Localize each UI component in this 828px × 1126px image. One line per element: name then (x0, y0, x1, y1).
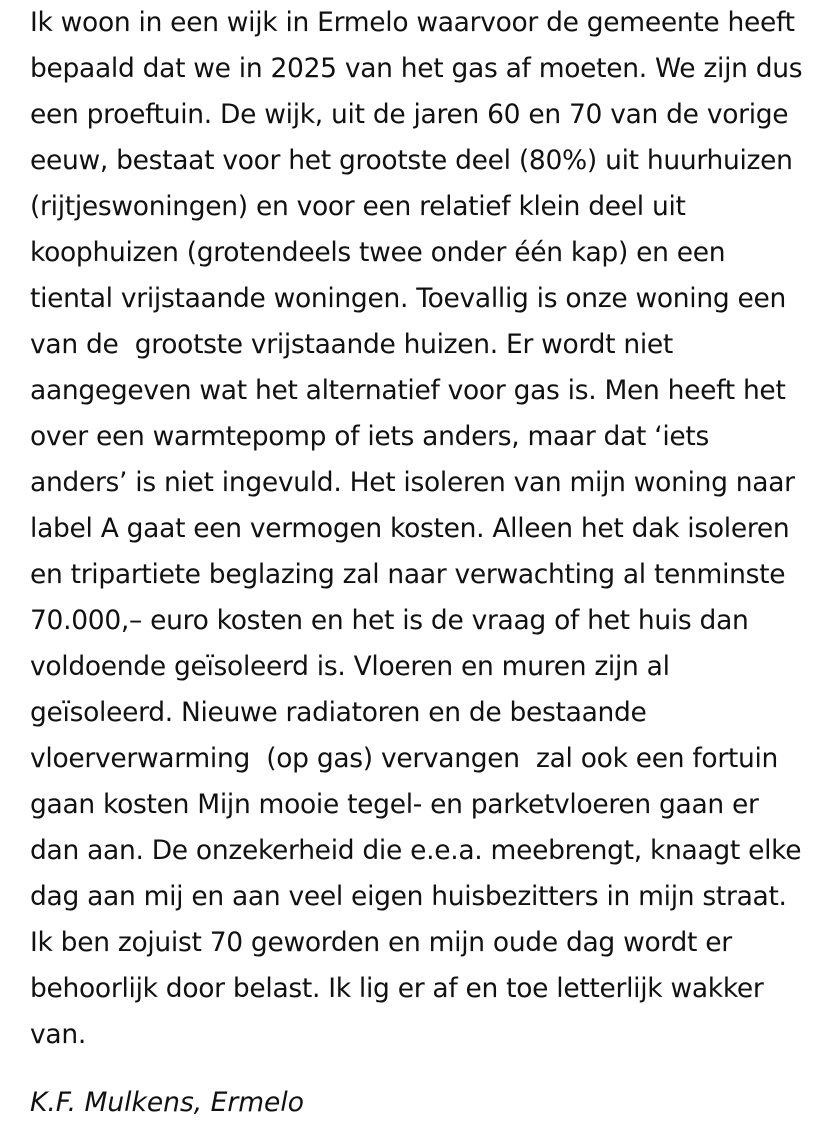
text-line: Ik woon in een wijk in Ermelo waarvoor de gemeente heeft (30, 7, 795, 38)
letter-signature: K.F. Mulkens, Ermelo (30, 1087, 304, 1118)
text-line: over een warmtepomp of iets anders, maar dat ‘iets (30, 421, 710, 452)
text-line: label A gaat een vermogen kosten. Alleen het dak isoleren (30, 513, 790, 544)
text-line: behoorlijk door belast. Ik lig er af en toe letterlijk wakker (30, 973, 764, 1004)
text-line: gaan kosten Mijn mooie tegel- en parketvloeren gaan er (30, 789, 759, 820)
text-line: van. (30, 1019, 86, 1050)
text-line: vloerverwarming (op gas) vervangen zal ook een fortuin (30, 743, 779, 774)
text-line: (rijtjeswoningen) en voor een relatief klein deel uit (30, 191, 686, 222)
text-line: tiental vrijstaande woningen. Toevallig is onze woning een (30, 283, 786, 314)
text-line: eeuw, bestaat voor het grootste deel (80%) uit huurhuizen (30, 145, 793, 176)
text-line: anders’ is niet ingevuld. Het isoleren van mijn woning naar (30, 467, 795, 498)
text-line: dag aan mij en aan veel eigen huisbezitters in mijn straat. (30, 881, 787, 912)
text-line: dan aan. De onzekerheid die e.e.a. meebrengt, knaagt elke (30, 835, 802, 866)
letter-body (30, 0, 820, 1058)
text-line: voldoende geïsoleerd is. Vloeren en muren zijn al (30, 651, 670, 682)
text-line: aangegeven wat het alternatief voor gas is. Men heeft het (30, 375, 786, 406)
text-line: 70.000,– euro kosten en het is de vraag of het huis dan (30, 605, 749, 636)
text-line: en tripartiete beglazing zal naar verwachting al tenminste (30, 559, 786, 590)
text-line: geïsoleerd. Nieuwe radiatoren en de bestaande (30, 697, 647, 728)
text-line: een proeftuin. De wijk, uit de jaren 60 en 70 van de vorige (30, 99, 789, 130)
text-line: bepaald dat we in 2025 van het gas af moeten. We zijn dus (30, 53, 803, 84)
text-line: koophuizen (grotendeels twee onder één kap) en een (30, 237, 726, 268)
text-line: van de grootste vrijstaande huizen. Er wordt niet (30, 329, 673, 360)
text-line: Ik ben zojuist 70 geworden en mijn oude dag wordt er (30, 927, 732, 958)
